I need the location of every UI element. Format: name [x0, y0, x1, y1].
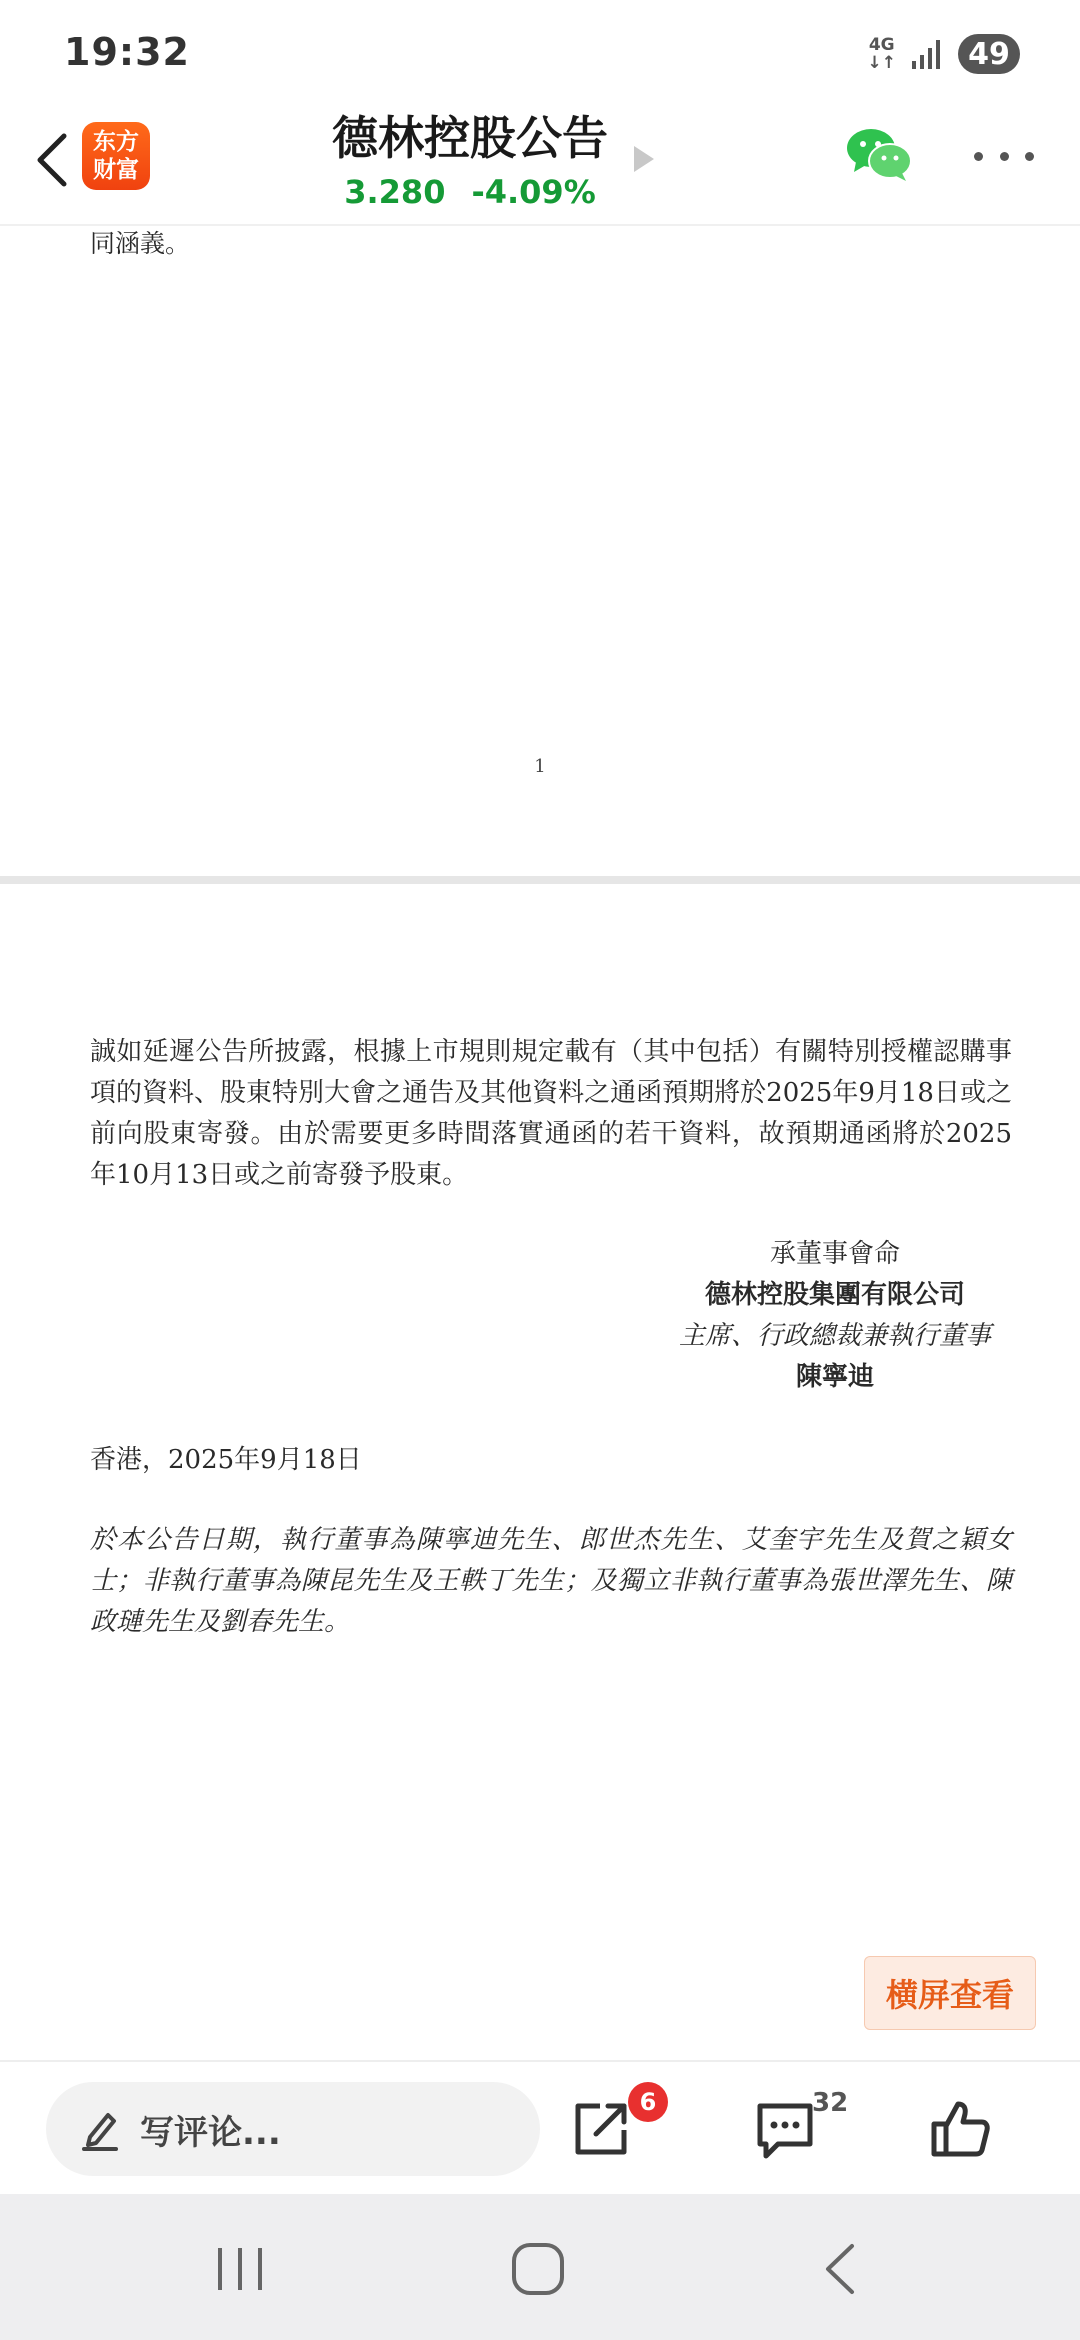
thumbs-up-icon[interactable] [930, 2098, 992, 2160]
stock-price: 3.280 [344, 173, 446, 211]
announcement-document[interactable] [0, 226, 1080, 2058]
data-arrows-icon: ↓↑ [867, 53, 896, 73]
status-time: 19:32 [64, 30, 190, 74]
document-fragment: 同涵義。 [90, 229, 191, 258]
back-icon[interactable] [810, 2242, 870, 2296]
status-bar [0, 0, 1080, 100]
back-arrow-icon [34, 130, 70, 190]
signature-company: 德林控股集團有限公司 [704, 1280, 965, 1310]
paragraph-directors: 於本公告日期，執行董事為陳寧迪先生、郎世杰先生、艾奎宇先生及賀之穎女士；非執行董事為陳昆先生及王軼丁先生；及獨立非執行董事為張世澤先生、陳政璉先生及劉春先生。 [90, 1525, 1012, 1637]
share-icon[interactable] [570, 2098, 632, 2160]
signature-order: 承董事會命 [769, 1239, 900, 1269]
comments-icon[interactable] [754, 2100, 816, 2160]
stock-quote [280, 170, 660, 214]
wechat-icon[interactable] [846, 126, 912, 182]
more-dot [1000, 152, 1009, 161]
network-type-label: 4G [868, 35, 895, 55]
recent-apps-icon[interactable] [210, 2242, 270, 2296]
landscape-view-button[interactable]: 横屏查看 [864, 1956, 1036, 2030]
page-divider [0, 876, 1080, 884]
app-logo[interactable] [82, 122, 150, 190]
signature-block [590, 1234, 1080, 1398]
more-dot [1025, 152, 1034, 161]
comment-placeholder: 写评论... [140, 2112, 281, 2153]
system-nav-bar [0, 2194, 1080, 2340]
signature-name: 陳寧迪 [795, 1362, 874, 1392]
header [0, 100, 1080, 226]
comments-count: 32 [812, 2088, 849, 2118]
app-logo-line1: 东方 [93, 129, 139, 155]
date-line: 香港，2025年9月18日 [90, 1445, 362, 1475]
bottom-action-bar [0, 2060, 1080, 2194]
more-button[interactable] [974, 146, 1034, 166]
comment-input[interactable] [46, 2082, 540, 2176]
more-dot [974, 152, 983, 161]
page-title: 德林控股公告 [332, 111, 608, 165]
battery-indicator: 49 [958, 34, 1020, 74]
back-button[interactable] [22, 124, 82, 196]
app-logo-line2: 财富 [93, 157, 139, 183]
stock-change: -4.09% [471, 173, 596, 211]
paragraph-circular: 誠如延遲公告所披露，根據上市規則規定載有（其中包括）有關特別授權認購事項的資料、股東特別大會之通告及其他資料之通函預期將於2025年9月18日或之前向股東寄發。由於需要更多時間落實通函的若干資料，故預期通函將於2025年10月13日或之前寄發予股東。 [90, 1037, 1012, 1190]
page-number: 1 [534, 756, 546, 777]
status-icons [868, 30, 1021, 78]
title-block[interactable] [280, 106, 660, 214]
network-type [868, 36, 897, 72]
signature-position: 主席、行政總裁兼執行董事 [678, 1321, 991, 1351]
home-icon[interactable] [508, 2242, 568, 2296]
share-count-badge: 6 [628, 2082, 668, 2122]
pen-icon [82, 2107, 118, 2151]
forward-arrow-icon[interactable] [632, 144, 656, 174]
signal-icon [910, 37, 944, 71]
